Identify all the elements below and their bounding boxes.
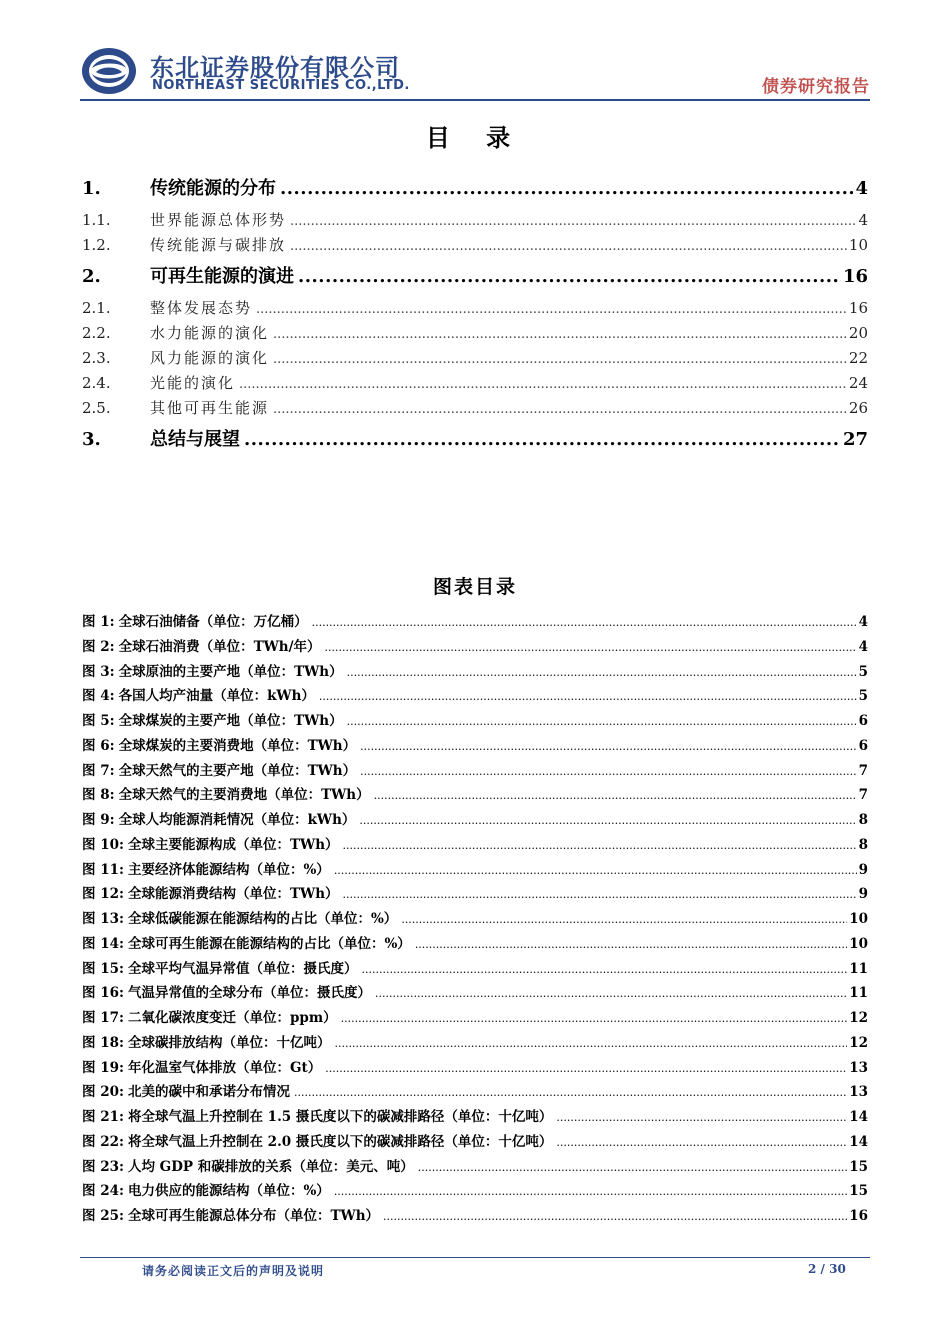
entry-number: 图 11: (82, 861, 124, 878)
entry-label: 全球碳排放结构（单位：十亿吨） (127, 1034, 331, 1051)
dot-leader (556, 1106, 847, 1131)
dot-leader (360, 735, 856, 760)
entry-page: 27 (842, 429, 868, 450)
entry-number: 图 1: (82, 614, 115, 630)
figure-entry[interactable] (82, 734, 868, 759)
dot-leader (239, 372, 847, 397)
figure-entry[interactable] (82, 833, 868, 858)
entry-label: 将全球气温上升控制在 1.5 摄氏度以下的碳减排路径（单位：十亿吨） (127, 1109, 553, 1125)
entry-label: 总结与展望 (150, 429, 240, 450)
entry-number: 图 10: (82, 836, 124, 853)
entry-number: 图 2: (82, 638, 115, 655)
figure-entry[interactable] (82, 1130, 868, 1155)
dot-leader (375, 982, 847, 1007)
entry-number: 图 15: (82, 960, 124, 977)
entry-label: 全球原油的主要产地（单位：TWh） (118, 663, 343, 680)
toc-entry[interactable] (82, 208, 868, 233)
dot-leader (383, 1205, 847, 1230)
toc-entry[interactable] (82, 258, 868, 296)
dot-leader (361, 958, 847, 983)
entry-page: 13 (849, 1084, 868, 1101)
dot-leader (334, 1032, 847, 1057)
entry-number: 2.2. (82, 324, 111, 342)
entry-number: 图 20: (82, 1084, 124, 1101)
dot-leader (334, 1180, 847, 1205)
entry-page: 5 (858, 663, 868, 680)
dot-leader (298, 258, 841, 296)
dot-leader (294, 1081, 847, 1106)
dot-leader (415, 933, 847, 958)
entry-label: 气温异常值的全球分布（单位：摄氏度） (127, 985, 371, 1002)
dot-leader (325, 636, 857, 661)
entry-page: 15 (849, 1158, 868, 1175)
header-divider (80, 99, 870, 101)
entry-page: 8 (858, 836, 868, 853)
dot-leader (341, 1007, 848, 1032)
entry-label: 北美的碳中和承诺分布情况 (127, 1084, 290, 1101)
entry-number: 图 25: (82, 1208, 124, 1224)
dot-leader (244, 421, 841, 459)
entry-label: 全球煤炭的主要产地（单位：TWh） (118, 713, 343, 729)
entry-label: 全球低碳能源在能源结构的占比（单位：%） (127, 911, 398, 927)
figure-entry[interactable] (82, 709, 868, 734)
entry-label: 传统能源的分布 (150, 178, 276, 199)
entry-page: 7 (858, 787, 868, 804)
page-number: 2 / 30 (808, 1262, 846, 1276)
dot-leader (290, 209, 856, 234)
entry-page: 5 (858, 688, 868, 705)
entry-number: 1.2. (82, 236, 111, 254)
entry-number: 图 18: (82, 1034, 124, 1051)
entry-page: 4 (858, 211, 868, 229)
entry-page: 13 (849, 1059, 868, 1076)
figure-entry[interactable] (82, 684, 868, 709)
entry-label: 全球天然气的主要产地（单位：TWh） (118, 762, 357, 779)
entry-number: 3. (82, 429, 101, 450)
dot-leader (347, 710, 857, 735)
entry-number: 图 3: (82, 663, 115, 680)
figure-entry[interactable] (82, 932, 868, 957)
entry-label: 传统能源与碳排放 (150, 236, 287, 254)
dot-leader (325, 1057, 847, 1082)
entry-number: 图 16: (82, 985, 124, 1002)
dot-leader (374, 784, 857, 809)
entry-label: 全球石油消费（单位：TWh/年） (118, 638, 321, 655)
entry-page: 6 (858, 737, 868, 754)
entry-label: 整体发展态势 (150, 299, 253, 317)
entry-number: 1. (82, 178, 101, 199)
entry-label: 全球石油储备（单位：万亿桶） (118, 614, 308, 630)
toc-entry[interactable] (82, 233, 868, 258)
dot-leader (319, 685, 857, 710)
entry-page: 24 (848, 374, 868, 392)
entry-number: 图 5: (82, 713, 115, 729)
entry-page: 4 (855, 178, 868, 199)
northeast-securities-logo-icon (80, 46, 138, 96)
figure-entry[interactable] (82, 1155, 868, 1180)
dot-leader (360, 760, 856, 785)
report-type: 债券研究报告 (762, 77, 870, 97)
entry-label: 全球可再生能源在能源结构的占比（单位：%） (127, 935, 411, 952)
dot-leader (359, 809, 856, 834)
toc-entry[interactable] (82, 396, 868, 421)
entry-label: 风力能源的演化 (150, 349, 270, 367)
entry-page: 15 (849, 1183, 868, 1200)
dot-leader (290, 234, 847, 259)
entry-number: 2.4. (82, 374, 111, 392)
entry-number: 图 12: (82, 886, 124, 903)
entry-number: 图 24: (82, 1183, 124, 1200)
entry-page: 4 (858, 638, 868, 655)
dot-leader (273, 397, 847, 422)
entry-label: 年化温室气体排放（单位：Gt） (127, 1059, 322, 1076)
dot-leader (273, 322, 847, 347)
entry-page: 8 (858, 812, 868, 828)
entry-label: 全球能源消费结构（单位：TWh） (127, 886, 339, 903)
entry-label: 全球可再生能源总体分布（单位：TWh） (127, 1208, 380, 1224)
entry-number: 图 23: (82, 1158, 124, 1175)
dot-leader (273, 347, 847, 372)
entry-label: 世界能源总体形势 (150, 211, 287, 229)
figure-entry[interactable] (82, 1031, 868, 1056)
dot-leader (401, 908, 847, 933)
dot-leader (334, 859, 857, 884)
entry-label: 水力能源的演化 (150, 324, 270, 342)
dot-leader (312, 611, 857, 636)
entry-number: 图 22: (82, 1133, 124, 1150)
entry-number: 图 21: (82, 1109, 124, 1125)
entry-label: 全球人均能源消耗情况（单位：kWh） (118, 812, 356, 828)
entry-label: 各国人均产油量（单位：kWh） (118, 688, 315, 705)
footer-divider (80, 1257, 870, 1258)
toc-entry[interactable] (82, 296, 868, 321)
entry-label: 将全球气温上升控制在 2.0 摄氏度以下的碳减排路径（单位：十亿吨） (127, 1133, 553, 1150)
entry-page: 12 (849, 1034, 868, 1051)
entry-number: 图 4: (82, 688, 115, 705)
entry-page: 26 (848, 399, 868, 417)
entry-number: 图 13: (82, 911, 124, 927)
figure-entry[interactable] (82, 1179, 868, 1204)
entry-page: 22 (848, 349, 868, 367)
entry-page: 16 (849, 1208, 868, 1224)
entry-number: 图 7: (82, 762, 115, 779)
entry-label: 光能的演化 (150, 374, 236, 392)
figure-entry[interactable] (82, 1006, 868, 1031)
entry-label: 全球煤炭的主要消费地（单位：TWh） (118, 737, 357, 754)
toc-entry[interactable] (82, 371, 868, 396)
figure-entry[interactable] (82, 660, 868, 685)
figure-entry[interactable] (82, 1056, 868, 1081)
company-name-cn: 东北证券股份有限公司 (150, 54, 400, 82)
toc-entry[interactable] (82, 321, 868, 346)
dot-leader (343, 834, 857, 859)
entry-page: 6 (858, 713, 868, 729)
footer-disclaimer: 请务必阅读正文后的声明及说明 (142, 1264, 325, 1278)
entry-page: 14 (849, 1133, 868, 1150)
entry-page: 12 (849, 1010, 868, 1026)
entry-number: 2. (82, 266, 101, 287)
entry-page: 10 (849, 911, 868, 927)
entry-page: 11 (849, 960, 868, 977)
entry-page: 4 (858, 614, 868, 630)
figure-entry[interactable] (82, 858, 868, 883)
figure-entry[interactable] (82, 981, 868, 1006)
entry-number: 2.3. (82, 349, 111, 367)
entry-number: 1.1. (82, 211, 111, 229)
entry-page: 7 (858, 762, 868, 779)
toc-title: 目 录 (425, 123, 525, 152)
figure-list (82, 610, 868, 1229)
entry-label: 电力供应的能源结构（单位：%） (127, 1183, 330, 1200)
toc-entry[interactable] (82, 170, 868, 208)
entry-label: 全球天然气的主要消费地（单位：TWh） (118, 787, 370, 804)
entry-label: 其他可再生能源 (150, 399, 270, 417)
entry-number: 2.1. (82, 299, 111, 317)
entry-label: 二氧化碳浓度变迁（单位：ppm） (127, 1010, 337, 1026)
figure-entry[interactable] (82, 635, 868, 660)
entry-label: 全球主要能源构成（单位：TWh） (127, 836, 339, 853)
figure-entry[interactable] (82, 1080, 868, 1105)
entry-label: 全球平均气温异常值（单位：摄氏度） (127, 960, 358, 977)
entry-number: 图 17: (82, 1010, 124, 1026)
dot-leader (256, 297, 847, 322)
figure-entry[interactable] (82, 957, 868, 982)
entry-number: 图 9: (82, 812, 115, 828)
figure-entry[interactable] (82, 907, 868, 932)
figure-entry[interactable] (82, 759, 868, 784)
toc-entry[interactable] (82, 346, 868, 371)
entry-page: 10 (848, 236, 868, 254)
entry-label: 主要经济体能源结构（单位：%） (127, 861, 330, 878)
figure-entry[interactable] (82, 783, 868, 808)
dot-leader (556, 1131, 847, 1156)
entry-page: 16 (842, 266, 868, 287)
toc-list (82, 170, 868, 459)
entry-label: 人均 GDP 和碳排放的关系（单位：美元、吨） (127, 1158, 414, 1175)
entry-page: 9 (858, 886, 868, 903)
figure-entry[interactable] (82, 882, 868, 907)
entry-page: 10 (849, 935, 868, 952)
figure-entry[interactable] (82, 808, 868, 833)
entry-page: 11 (849, 985, 868, 1002)
entry-number: 2.5. (82, 399, 111, 417)
figure-list-title: 图表目录 (432, 576, 517, 598)
dot-leader (280, 170, 853, 208)
figure-entry[interactable] (82, 1204, 868, 1229)
entry-number: 图 14: (82, 935, 124, 952)
dot-leader (343, 883, 857, 908)
toc-entry[interactable] (82, 421, 868, 459)
figure-entry[interactable] (82, 610, 868, 635)
dot-leader (347, 661, 857, 686)
entry-label: 可再生能源的演进 (150, 266, 294, 287)
entry-page: 20 (848, 324, 868, 342)
dot-leader (418, 1156, 847, 1181)
entry-page: 14 (849, 1109, 868, 1125)
page-header (80, 42, 870, 100)
entry-number: 图 8: (82, 787, 115, 804)
entry-page: 16 (848, 299, 868, 317)
entry-number: 图 19: (82, 1059, 124, 1076)
entry-page: 9 (858, 861, 868, 878)
company-name-en: NORTHEAST SECURITIES CO.,LTD. (152, 78, 410, 93)
figure-entry[interactable] (82, 1105, 868, 1130)
entry-number: 图 6: (82, 737, 115, 754)
